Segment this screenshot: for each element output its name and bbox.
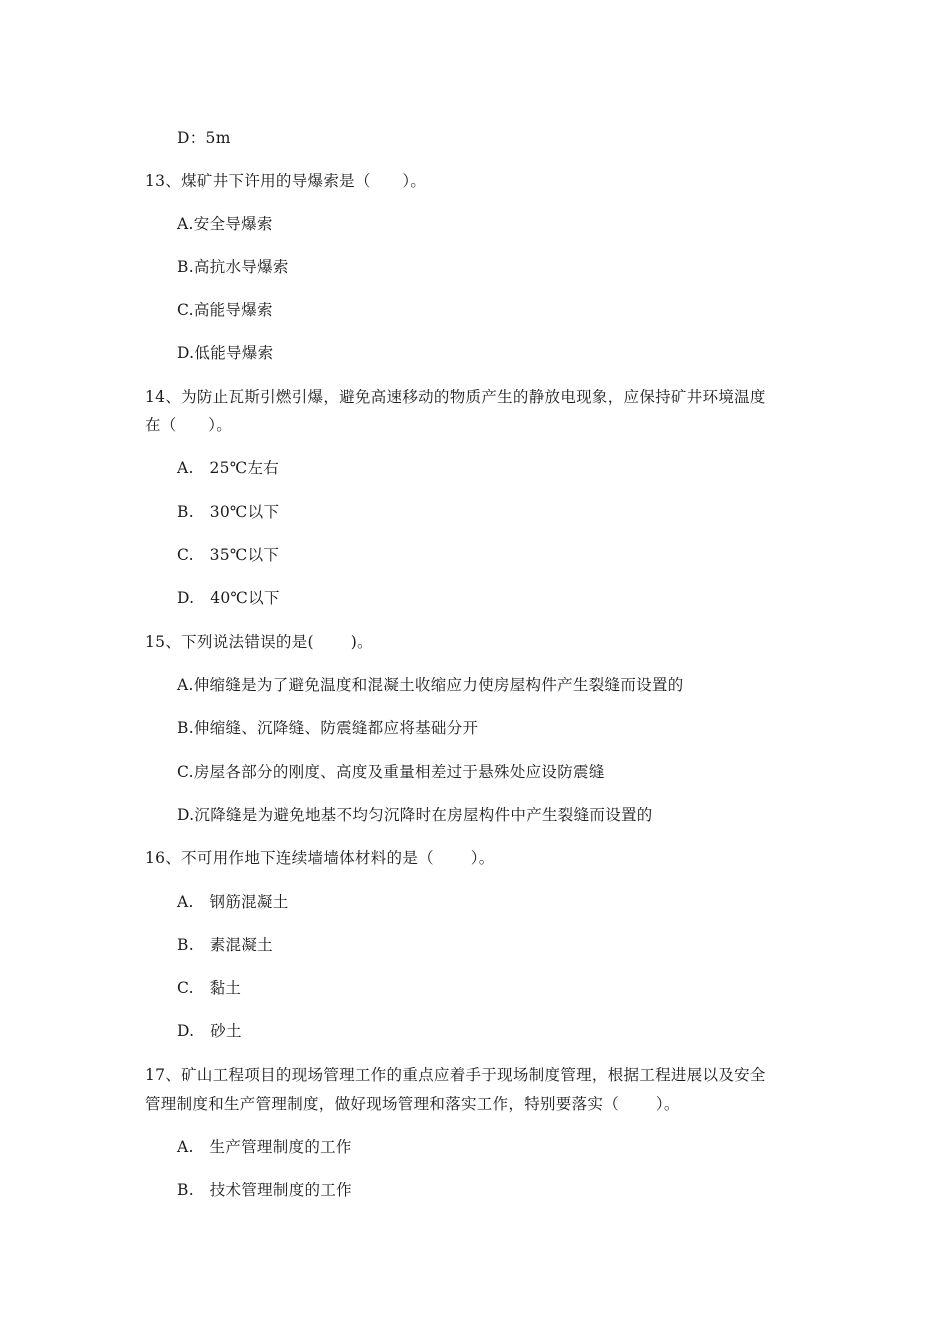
question-14-option-a: A. 25℃左右	[177, 459, 280, 477]
question-16-option-a: A. 钢筋混凝土	[177, 893, 289, 911]
question-15-option-c: C.房屋各部分的刚度、高度及重量相差过于悬殊处应设防震缝	[177, 763, 605, 781]
question-14-option-c: C. 35℃以下	[177, 546, 280, 564]
question-17-option-b: B. 技术管理制度的工作	[177, 1181, 352, 1199]
question-14-option-b: B. 30℃以下	[177, 503, 280, 521]
question-13-text: 13、煤矿井下许用的导爆索是（ ）。	[145, 172, 427, 190]
question-13-option-b: B.高抗水导爆索	[177, 258, 289, 276]
question-13-option-a: A.安全导爆索	[177, 215, 273, 233]
question-17-text-cont: 管理制度和生产管理制度，做好现场管理和落实工作，特别要落实（ ）。	[145, 1095, 680, 1113]
question-14-option-d: D. 40℃以下	[177, 589, 280, 607]
question-16-option-b: B. 素混凝土	[177, 936, 273, 954]
option-d-previous: D：5m	[177, 129, 231, 147]
question-15-option-b: B.伸缩缝、沉降缝、防震缝都应将基础分开	[177, 719, 479, 737]
question-16-option-d: D. 砂土	[177, 1022, 242, 1040]
question-13-option-d: D.低能导爆索	[177, 344, 274, 362]
question-17-option-a: A. 生产管理制度的工作	[177, 1138, 352, 1156]
question-15-option-d: D.沉降缝是为避免地基不均匀沉降时在房屋构件中产生裂缝而设置的	[177, 806, 653, 824]
question-13-option-c: C.高能导爆索	[177, 301, 273, 319]
question-16-option-c: C. 黏土	[177, 979, 242, 997]
question-14-text: 14、为防止瓦斯引燃引爆，避免高速移动的物质产生的静放电现象，应保持矿井环境温度	[145, 388, 766, 406]
question-16-text: 16、不可用作地下连续墙墙体材料的是（ ）。	[145, 849, 495, 867]
question-14-text-cont: 在（ ）。	[145, 416, 233, 434]
question-17-text: 17、矿山工程项目的现场管理工作的重点应着手于现场制度管理，根据工程进展以及安全	[145, 1066, 766, 1084]
question-15-text: 15、下列说法错误的是( )。	[145, 633, 373, 651]
question-15-option-a: A.伸缩缝是为了避免温度和混凝土收缩应力使房屋构件产生裂缝而设置的	[177, 676, 684, 694]
